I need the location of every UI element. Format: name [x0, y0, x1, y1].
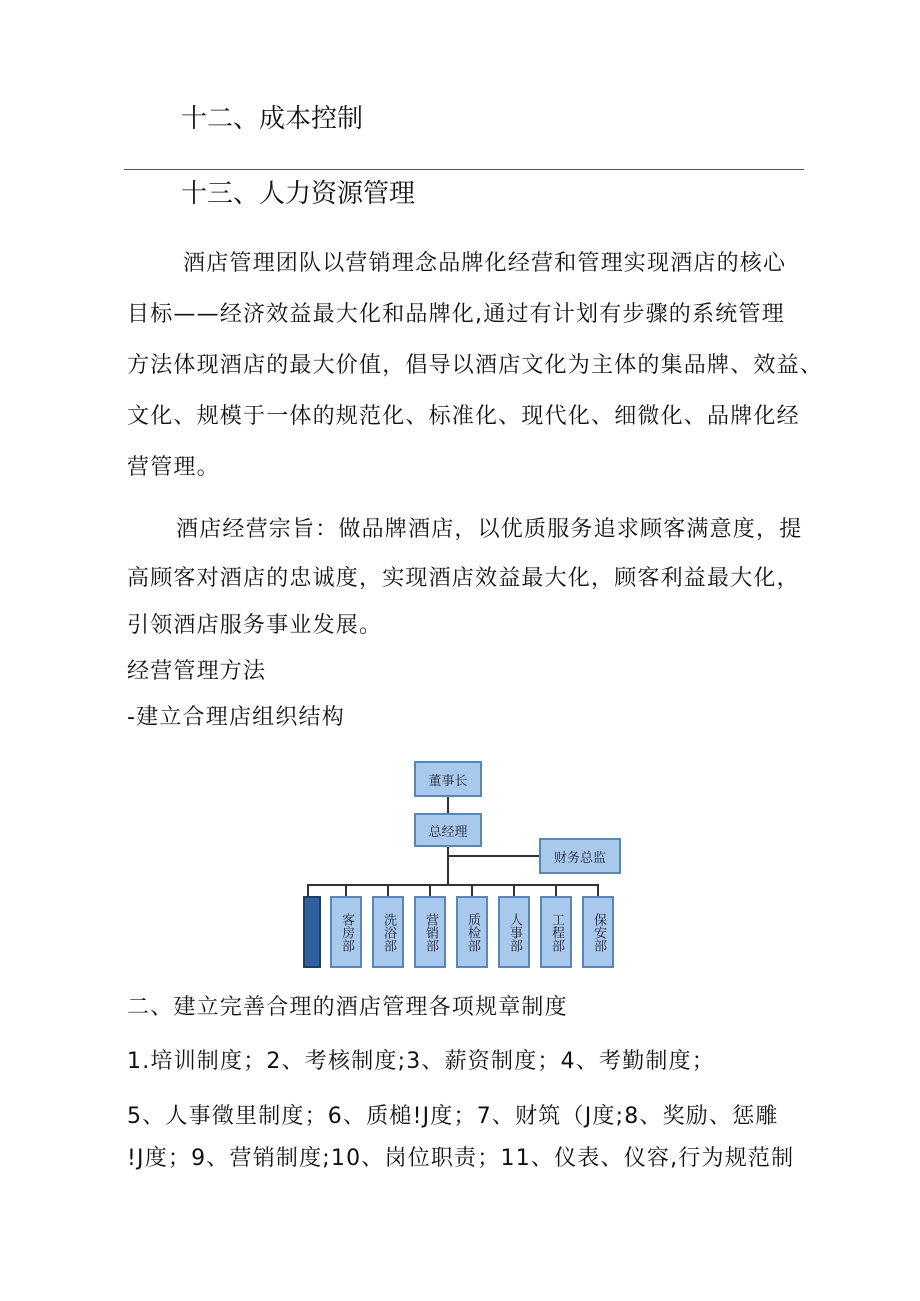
rules-line: 5、人事徵里制度；6、质槌!J度；7、财筑（J度;8、奖励、惩雕 — [127, 1104, 779, 1129]
heading-hr-management: 十三、人力资源管理 — [181, 179, 416, 209]
org-node-chairman: 董事长 — [414, 761, 482, 797]
org-connector — [471, 884, 473, 896]
paragraph-line: 目标——经济效益最大化和品牌化,通过有计划有步骤的系统管理 — [127, 302, 785, 327]
paragraph-line: 酒店管理团队以营销理念品牌化经营和管理实现酒店的核心 — [183, 251, 787, 276]
org-node-dept: 营销部 — [414, 896, 446, 968]
section-title: 经营管理方法 — [127, 659, 267, 684]
org-node-dept: 人事部 — [498, 896, 530, 968]
rules-line: 1.培训制度；2、考核制度;3、薪资制度；4、考勤制度； — [127, 1049, 715, 1074]
org-node-dept: 客房部 — [330, 896, 362, 968]
heading-cost-control: 十二、成本控制 — [181, 104, 364, 134]
org-connector — [429, 884, 431, 896]
paragraph-line: 方法体现酒店的最大价值，倡导以酒店文化为主体的集品牌、效益、 — [127, 353, 824, 378]
org-connector — [447, 797, 449, 813]
org-node-dept: 工程部 — [540, 896, 572, 968]
org-connector — [345, 884, 347, 896]
paragraph-line: 文化、规模于一体的规范化、标准化、现代化、细微化、品牌化经 — [127, 404, 800, 429]
paragraph-line: 酒店经营宗旨：做品牌酒店，以优质服务追求顾客满意度，提 — [176, 517, 803, 542]
org-node-dept: 质检部 — [456, 896, 488, 968]
org-node-general-manager: 总经理 — [414, 813, 482, 847]
org-node-dept-cut — [303, 896, 321, 968]
org-connector — [449, 855, 539, 857]
paragraph-line: 引领酒店服务事业发展。 — [127, 613, 383, 638]
rules-line: !J度；9、营销制度;10、岗位职责；11、仪表、仪容,行为规范制 — [127, 1146, 795, 1171]
org-connector — [513, 884, 515, 896]
org-connector — [307, 884, 309, 896]
section-subtitle: -建立合理店组织结构 — [127, 705, 345, 730]
org-node-dept: 保安部 — [582, 896, 614, 968]
org-connector — [597, 884, 599, 896]
org-connector — [555, 884, 557, 896]
paragraph-line: 营管理。 — [127, 455, 220, 480]
paragraph-line: 高顾客对酒店的忠诚度，实现酒店效益最大化，顾客利益最大化， — [127, 566, 800, 591]
divider — [124, 169, 804, 170]
org-connector — [387, 884, 389, 896]
org-node-dept: 洗浴部 — [372, 896, 404, 968]
org-connector — [447, 847, 449, 885]
org-node-finance-director: 财务总监 — [539, 838, 621, 874]
org-chart — [303, 758, 621, 972]
rules-heading: 二、建立完善合理的酒店管理各项规章制度 — [127, 995, 568, 1020]
